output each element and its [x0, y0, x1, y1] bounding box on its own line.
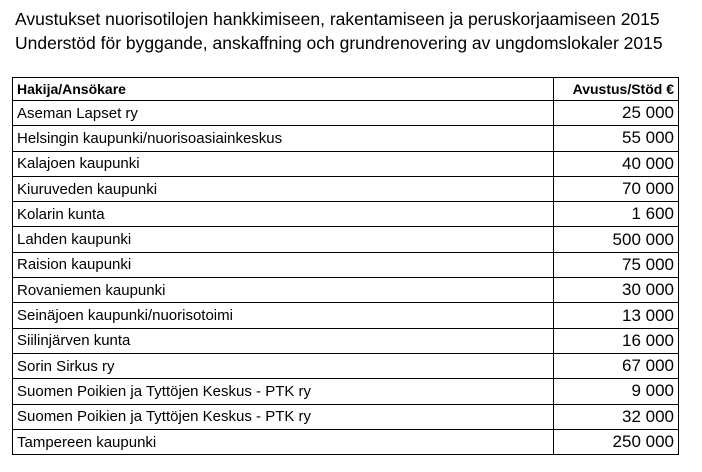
applicant-cell: Sorin Sirkus ry	[13, 353, 554, 378]
table-row	[13, 303, 679, 328]
table-row	[13, 353, 679, 378]
amount-cell: 67 000	[554, 353, 679, 378]
table-row	[13, 101, 679, 126]
applicant-cell: Suomen Poikien ja Tyttöjen Keskus - PTK ry	[13, 379, 554, 404]
amount-cell: 250 000	[554, 429, 679, 454]
amount-cell: 70 000	[554, 176, 679, 201]
title-finnish: Avustukset nuorisotilojen hankkimiseen, rakentamiseen ja peruskorjaamiseen 2015	[15, 9, 660, 29]
amount-cell: 30 000	[554, 278, 679, 303]
applicant-cell: Kalajoen kaupunki	[13, 151, 554, 176]
grants-table	[12, 77, 679, 455]
table-row	[13, 379, 679, 404]
table-row	[13, 176, 679, 201]
applicant-cell: Siilinjärven kunta	[13, 328, 554, 353]
amount-cell: 1 600	[554, 202, 679, 227]
applicant-cell: Rovaniemen kaupunki	[13, 278, 554, 303]
applicant-cell: Kiuruveden kaupunki	[13, 176, 554, 201]
applicant-cell: Kolarin kunta	[13, 202, 554, 227]
header-amount: Avustus/Stöd €	[554, 78, 679, 101]
title-swedish: Understöd för byggande, anskaffning och grundrenovering av ungdomslokaler 2015	[15, 33, 663, 53]
table-row	[13, 404, 679, 429]
amount-cell: 13 000	[554, 303, 679, 328]
applicant-cell: Tampereen kaupunki	[13, 429, 554, 454]
table-header-row	[13, 78, 679, 101]
amount-cell: 32 000	[554, 404, 679, 429]
amount-cell: 55 000	[554, 126, 679, 151]
header-applicant: Hakija/Ansökare	[13, 78, 554, 101]
table-row	[13, 202, 679, 227]
applicant-cell: Aseman Lapset ry	[13, 101, 554, 126]
applicant-cell: Suomen Poikien ja Tyttöjen Keskus - PTK ry	[13, 404, 554, 429]
applicant-cell: Seinäjoen kaupunki/nuorisotoimi	[13, 303, 554, 328]
document-title	[15, 7, 685, 55]
amount-cell: 9 000	[554, 379, 679, 404]
amount-cell: 25 000	[554, 101, 679, 126]
table-row	[13, 151, 679, 176]
amount-cell: 16 000	[554, 328, 679, 353]
applicant-cell: Raision kaupunki	[13, 252, 554, 277]
applicant-cell: Helsingin kaupunki/nuorisoasiainkeskus	[13, 126, 554, 151]
table-row	[13, 429, 679, 454]
table-row	[13, 227, 679, 252]
applicant-cell: Lahden kaupunki	[13, 227, 554, 252]
amount-cell: 40 000	[554, 151, 679, 176]
amount-cell: 500 000	[554, 227, 679, 252]
table-row	[13, 126, 679, 151]
table-row	[13, 278, 679, 303]
amount-cell: 75 000	[554, 252, 679, 277]
table-row	[13, 252, 679, 277]
table-row	[13, 328, 679, 353]
